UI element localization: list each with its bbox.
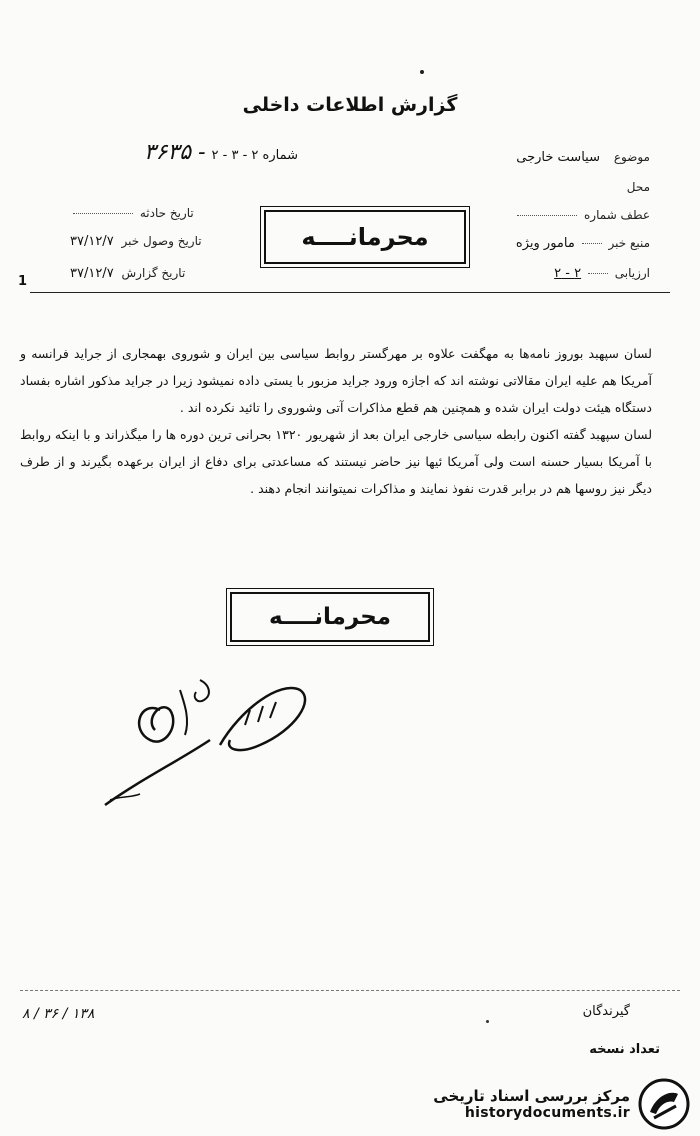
report-body [20,340,652,502]
field-dash [588,273,608,274]
watermark-url: historydocuments.ir [464,1105,630,1121]
field-evaluation [554,266,650,281]
confidential-stamp-top: محرمانــــه [264,210,466,264]
field-label: عطف شماره [584,208,650,222]
body-paragraph-2: لسان سپهبد گفته اکنون رابطه سیاسی خارجی ایران بعد از شهریور ۱۳۲۰ بحرانی ترین دوره ها را میگذراند و با اینکه روابط با آمریکا بسیار حسنه است ولی آمریکا ئیها نیز حاضر نیستند که مساعدتی برای دفاع از ایران برعهده بگیرند و از طرف دیگر نیز روسها هم در برابر قدرت نفوذ نمایند و مذاکرات نمیتوانند انجام دهند . [20,427,652,496]
field-label: منبع خبر [608,236,650,250]
field-label: تاریخ گزارش [121,266,186,280]
field-value: سیاست خارجی [516,150,600,165]
header-divider [30,292,670,293]
field-subject [516,150,650,165]
field-dash [73,213,133,214]
serial-number [28,140,298,165]
field-source [516,236,650,251]
reference-number: ۱۳۸ / ۳۶ / ۸ [22,1006,95,1022]
margin-number: 1 [18,274,28,289]
handwritten-signature [100,670,350,820]
serial-value: ۳۶۳۵ - [143,140,206,165]
field-incident-date [70,206,194,221]
field-reference [514,208,650,223]
top-dot [420,70,424,74]
receivers-label: گیرندگان [582,1004,630,1019]
field-label: تاریخ وصول خبر [121,234,202,248]
field-label: تاریخ حادثه [139,206,194,220]
field-label: محل [626,180,650,194]
field-dash [517,215,577,216]
field-location [627,180,650,195]
field-report-date [70,266,185,281]
document-title: گزارش اطلاعات داخلی [242,94,458,116]
body-paragraph-1: لسان سپهبد بوروز نامه‌ها به مهگفت علاوه بر مهرگستر روابط سیاسی بین ایران و شوروی بهمجاری از جراید فرانسه و آمریکا هم علیه ایران مقالاتی نوشته اند که اجازه ورود جراید مزبور با یستی داده نمیشود زیرا در جراید مذکور اشاره بفساد دستگاه هیئت دولت ایران شده و همچنین هم قطع مذاکرات آتی وشوروی را تائید نکرده اند . [20,346,652,415]
field-receipt-date [70,234,202,249]
field-value: مامور ویژه [515,236,575,251]
field-label: ارزیابی [614,266,650,280]
field-label: موضوع [613,150,650,164]
archive-watermark [420,1076,690,1132]
confidential-stamp-bottom: محرمانــــه [230,592,430,642]
field-value: ۲ - ۲ [554,266,582,281]
serial-label: شماره ۲ - ۳ - ۲ [211,148,298,163]
watermark-text [433,1087,630,1121]
archive-logo-icon [638,1078,690,1130]
field-value: ۳۷/۱۲/۷ [70,234,114,249]
field-value: ۳۷/۱۲/۷ [70,266,114,281]
copies-label: تعداد نسخه [589,1042,660,1057]
footer-dot [486,1020,489,1023]
footer-divider [20,990,680,991]
field-dash [582,243,602,244]
watermark-title: مرکز بررسی اسناد تاریخی [433,1087,630,1105]
